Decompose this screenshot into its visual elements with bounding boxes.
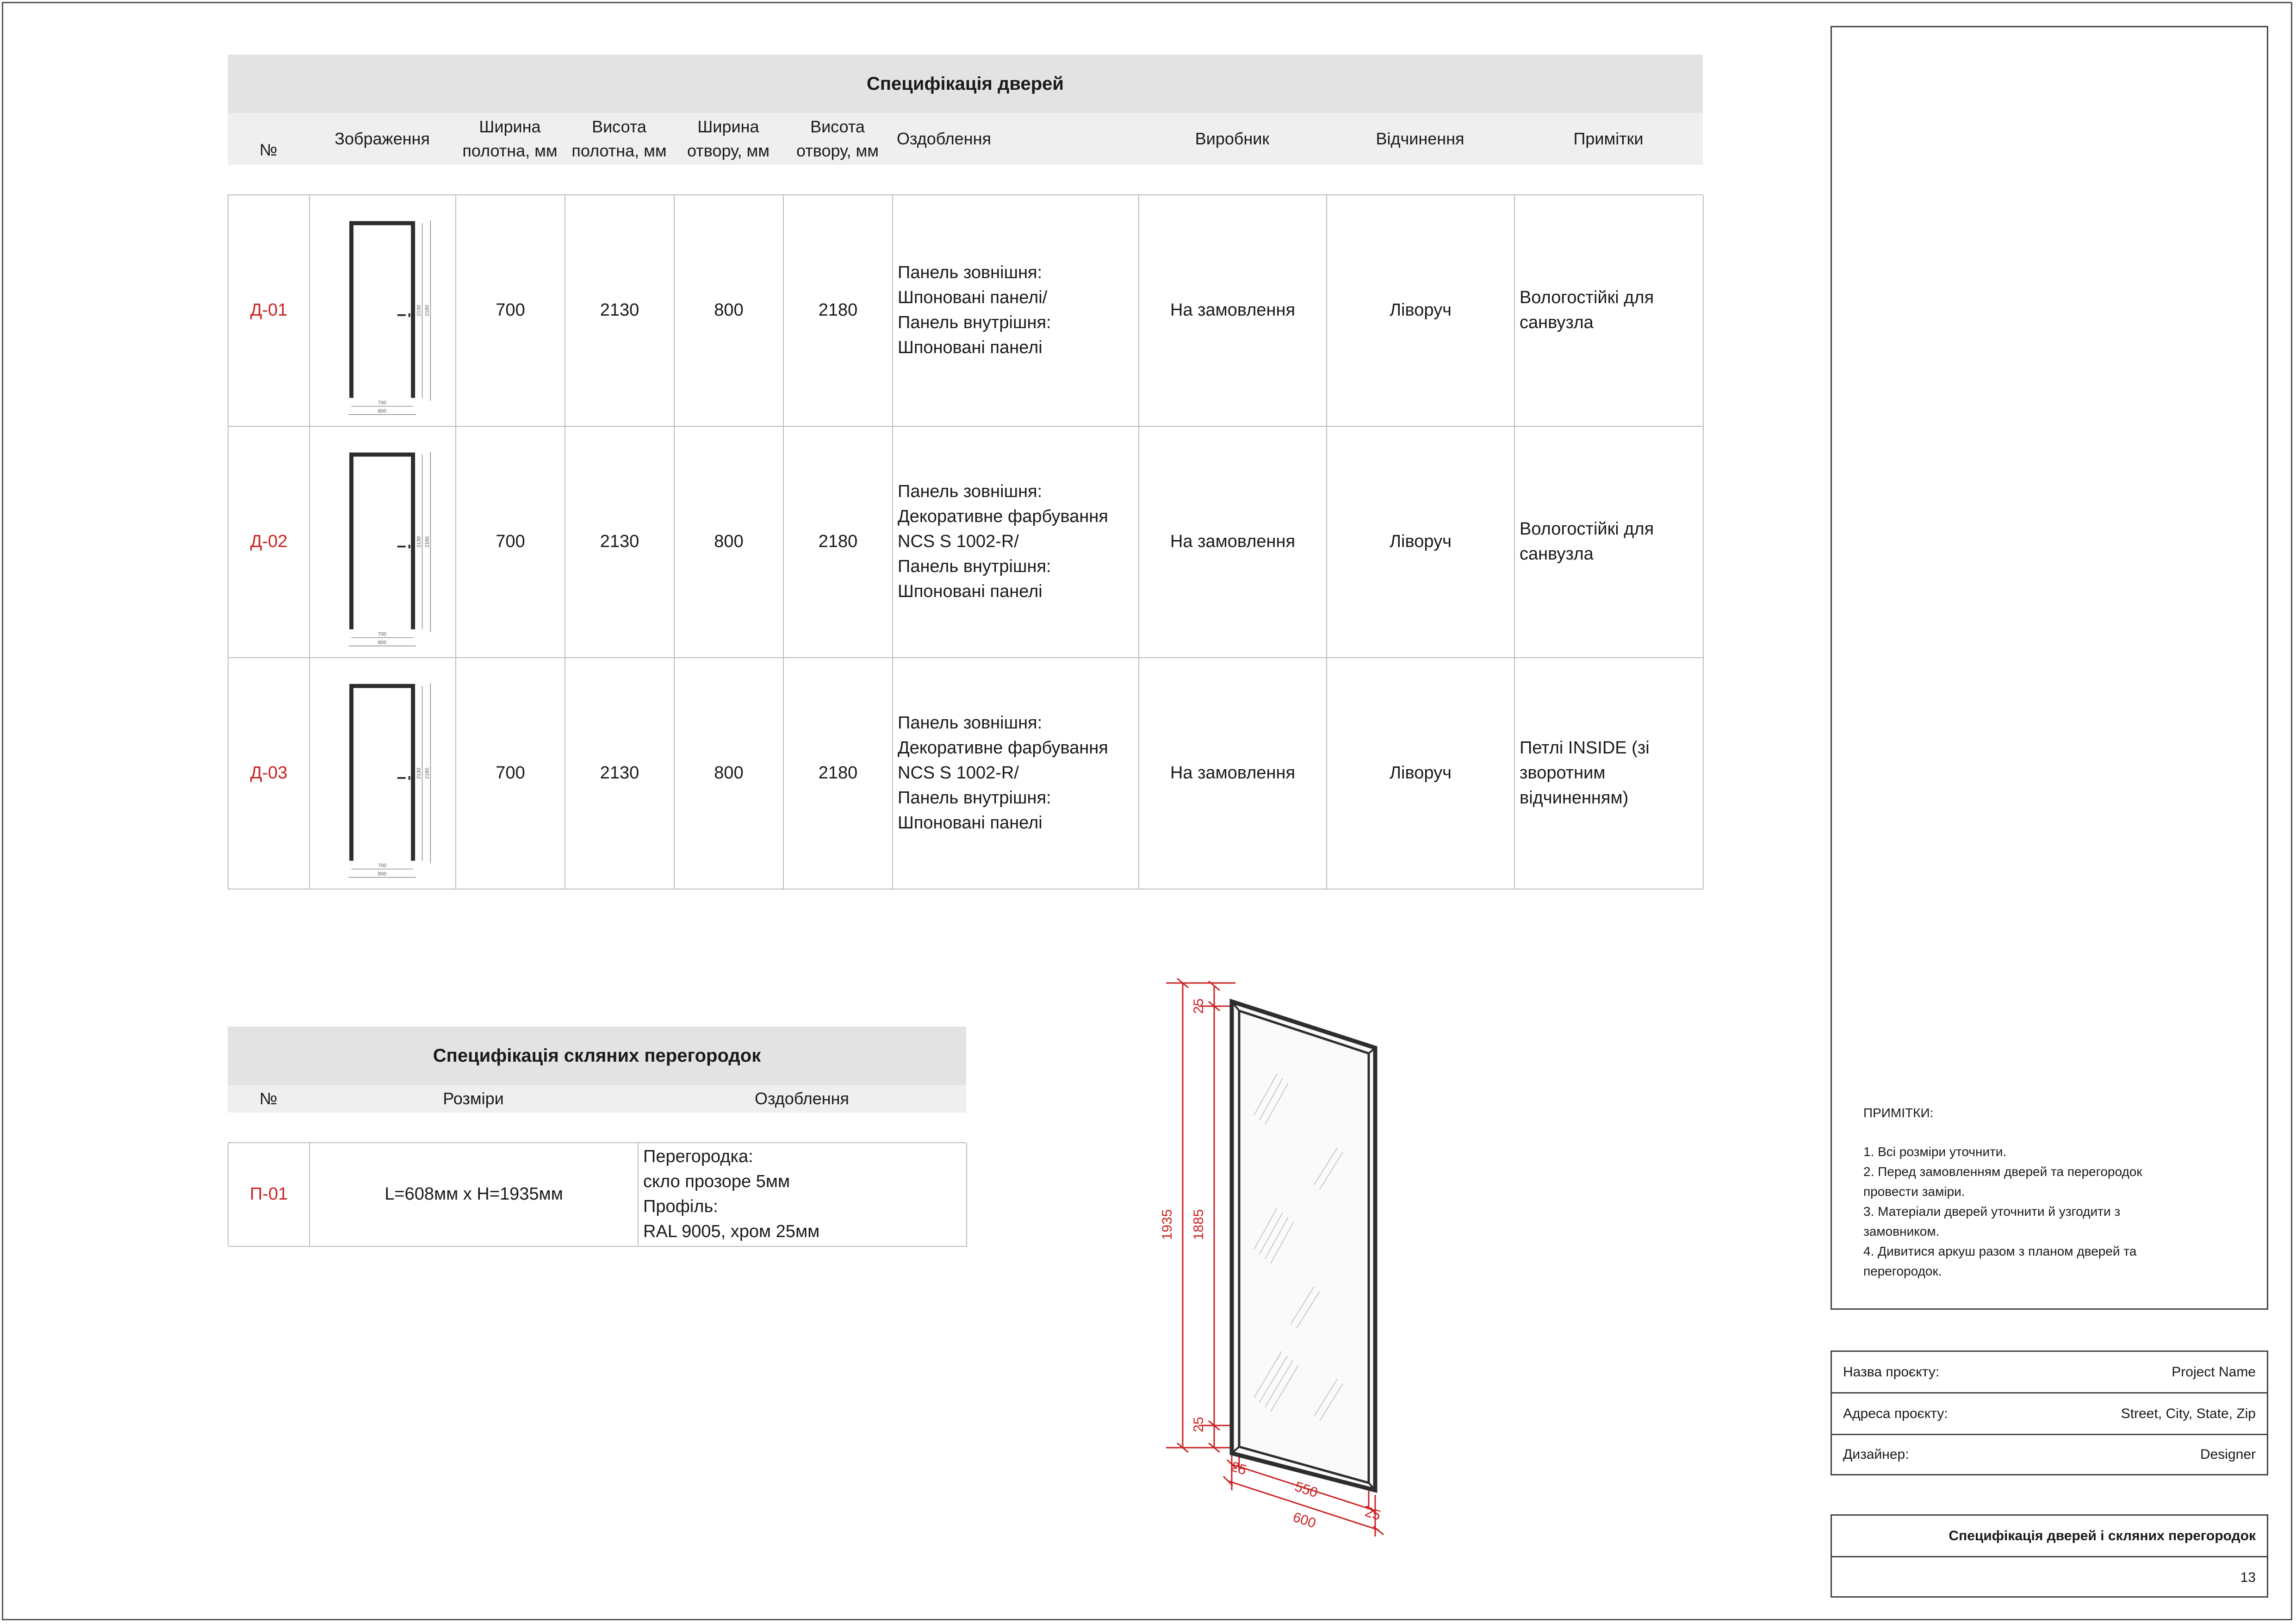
door-elevation-drawing [310, 195, 455, 426]
dim-top: 25 [1191, 998, 1206, 1014]
col-swing: Відчинення [1376, 129, 1464, 148]
notes-cell-lines [1520, 517, 1654, 567]
finish-cell-line: Панель зовнішня: [898, 263, 1043, 283]
sheet-title: Специфікація дверей і скляних перегородок [1948, 1528, 2256, 1543]
door-image-cell [310, 658, 456, 890]
finish-cell [893, 427, 1139, 658]
leaf-height-cell: 2130 [565, 658, 675, 890]
doors-spec-title-text: Специфікація дверей [867, 73, 1064, 94]
finish-cell-line: Шпоновані панелі [898, 337, 1043, 357]
door-id: Д-01 [229, 195, 310, 427]
manufacturer-cell: На замовлення [1139, 427, 1327, 658]
finish-cell-line: Шпоновані панелі [898, 813, 1043, 833]
notes-cell-line: санвузла [1520, 544, 1594, 564]
notes-frame [1831, 26, 2268, 1310]
notes-cell-line: відчиненням) [1520, 788, 1629, 808]
door-dim-h1: 2130 [416, 536, 422, 548]
doors-spec-column-headers [228, 113, 1703, 165]
glass-col-finish: Оздоблення [754, 1089, 850, 1108]
title-block-value: Designer [2200, 1447, 2256, 1462]
col-manufacturer: Виробник [1195, 129, 1270, 148]
finish-cell [893, 195, 1139, 427]
glass-finish-cell-line: RAL 9005, хром 25мм [643, 1221, 820, 1241]
finish-cell-line: Декоративне фарбування [898, 738, 1108, 758]
door-frame [351, 686, 413, 861]
col-opening-height: Висота отвору, мм [796, 117, 879, 160]
leaf-width-cell: 700 [456, 658, 565, 890]
dim-inner-w: 550 [1293, 1479, 1320, 1501]
note-line: замовником. [1863, 1224, 1940, 1238]
opening-height-cell: 2180 [784, 195, 893, 427]
dim-right: 25 [1363, 1504, 1383, 1524]
dim-left: 25 [1229, 1459, 1248, 1478]
door-dim-h2: 2180 [424, 305, 430, 317]
note-line: 1. Всі розміри уточнити. [1863, 1145, 2007, 1159]
door-dim-w1: 700 [378, 863, 387, 869]
sheet-number-row [1832, 1557, 2267, 1598]
doors-spec-title [228, 55, 1703, 113]
door-dim-w2: 800 [378, 871, 387, 877]
sheet-title-row [1832, 1516, 2267, 1557]
finish-cell-lines [898, 261, 1051, 361]
dim-total-h: 1935 [1160, 1209, 1175, 1240]
door-dim-h2: 2180 [424, 767, 430, 779]
leaf-width-cell: 700 [456, 427, 565, 658]
col-opening-width: Ширина отвору, мм [687, 117, 769, 160]
note-line: 4. Дивитися аркуш разом з планом дверей та [1863, 1244, 2137, 1258]
glass-finish-cell-line: Профіль: [643, 1197, 718, 1216]
finish-cell-line: Шпоновані панелі/ [898, 288, 1048, 308]
notes-content [1863, 1106, 2261, 1300]
glass-col-sizes: Розміри [443, 1089, 504, 1108]
title-block-value: Street, City, State, Zip [2121, 1406, 2256, 1421]
finish-cell-line: Декоративне фарбування [898, 507, 1108, 527]
finish-cell-line: NCS S 1002-R/ [898, 532, 1019, 552]
glass-col-num: № [259, 1089, 278, 1108]
opening-height-cell: 2180 [784, 427, 893, 658]
note-line: перегородок. [1863, 1264, 1942, 1278]
glass-partition-drawing [1138, 963, 1425, 1587]
col-image: Зображення [335, 129, 430, 148]
title-block-value: Project Name [2172, 1364, 2256, 1380]
glass-partition-frame [1232, 1002, 1375, 1490]
finish-cell-line: Панель внутрішня: [898, 556, 1051, 576]
glass-table [228, 1142, 966, 1246]
glass-sizes-cell: L=608мм х H=1935мм [310, 1143, 639, 1247]
door-dim-w1: 700 [378, 400, 387, 406]
notes-cell-line: зворотним [1520, 763, 1606, 783]
manufacturer-cell: На замовлення [1139, 195, 1327, 427]
door-dim-w2: 800 [378, 640, 387, 646]
door-dimension-lines [348, 683, 430, 877]
glass-id: П-01 [229, 1143, 310, 1247]
finish-cell-line: Панель внутрішня: [898, 313, 1051, 332]
doors-table [228, 194, 1703, 890]
col-finish: Оздоблення [897, 129, 992, 148]
swing-cell: Ліворуч [1327, 658, 1515, 890]
finish-cell-line: Панель зовнішня: [898, 482, 1043, 502]
leaf-height-cell: 2130 [565, 195, 675, 427]
glass-spec-column-headers [228, 1085, 966, 1113]
manufacturer-cell: На замовлення [1139, 658, 1327, 890]
glass-finish-cell [639, 1143, 967, 1247]
notes-cell-line: санвузла [1520, 313, 1594, 332]
finish-cell-line: NCS S 1002-R/ [898, 763, 1019, 783]
swing-cell: Ліворуч [1327, 195, 1515, 427]
leaf-width-cell: 700 [456, 195, 565, 427]
notes-cell-line: Петлі INSIDE (зі [1520, 738, 1650, 758]
title-block-info [1831, 1350, 2268, 1475]
dim-total-w: 600 [1291, 1509, 1318, 1531]
opening-width-cell: 800 [675, 427, 784, 658]
opening-width-cell: 800 [675, 195, 784, 427]
door-id: Д-02 [229, 427, 310, 658]
notes-cell [1515, 195, 1704, 427]
finish-cell-lines [898, 479, 1108, 604]
note-line: провести заміри. [1863, 1184, 1965, 1199]
finish-cell [893, 658, 1139, 890]
door-elevation-drawing [310, 426, 455, 658]
glass-finish-cell-line: Перегородка: [643, 1147, 753, 1167]
col-leaf-height: Висота полотна, мм [571, 117, 667, 160]
door-dim-h1: 2130 [416, 767, 422, 779]
dim-inner-h: 1885 [1191, 1209, 1206, 1240]
title-block-label: Адреса проєкту: [1843, 1406, 1948, 1421]
title-block-label: Дизайнер: [1843, 1447, 1909, 1462]
col-leaf-width: Ширина полотна, мм [462, 117, 558, 160]
note-line: 3. Матеріали дверей уточнити й узгодити з [1863, 1204, 2121, 1219]
finish-cell-line: Панель зовнішня: [898, 713, 1043, 733]
opening-height-cell: 2180 [784, 658, 893, 890]
door-frame [351, 454, 413, 629]
col-notes: Примітки [1573, 129, 1644, 148]
door-id: Д-03 [229, 658, 310, 890]
title-block-row [1832, 1352, 2267, 1394]
note-line: 2. Перед замовленням дверей та перегородок [1863, 1164, 2142, 1179]
sheet-number: 13 [2240, 1569, 2256, 1585]
door-dim-h2: 2180 [424, 536, 430, 548]
title-block-sheet [1831, 1514, 2268, 1598]
glass-finish-cell-lines [643, 1145, 819, 1244]
door-dim-w1: 700 [378, 631, 387, 637]
leaf-height-cell: 2130 [565, 427, 675, 658]
notes-cell-line: Вологостійкі для [1520, 519, 1654, 539]
door-dim-w2: 800 [378, 408, 387, 414]
swing-cell: Ліворуч [1327, 427, 1515, 658]
notes-cell-lines [1520, 736, 1650, 811]
door-dimension-lines [348, 452, 430, 646]
dim-bottom: 25 [1191, 1417, 1206, 1432]
notes-cell-lines [1520, 286, 1654, 336]
title-block-row [1832, 1394, 2267, 1435]
door-image-cell [310, 427, 456, 658]
glass-finish-cell-line: скло прозоре 5мм [643, 1172, 790, 1192]
door-dimension-lines [348, 220, 430, 414]
glass-spec-title [228, 1027, 966, 1085]
finish-cell-line: Панель внутрішня: [898, 788, 1051, 808]
notes-cell [1515, 427, 1704, 658]
glass-spec-title-text: Специфікація скляних перегородок [433, 1045, 761, 1066]
door-dim-h1: 2130 [416, 305, 422, 317]
door-frame [351, 223, 413, 398]
finish-cell-lines [898, 711, 1108, 836]
finish-cell-line: Шпоновані панелі [898, 581, 1043, 601]
notes-cell-line: Вологостійкі для [1520, 288, 1654, 308]
door-elevation-drawing [310, 658, 455, 889]
opening-width-cell: 800 [675, 658, 784, 890]
notes-cell [1515, 658, 1704, 890]
door-image-cell [310, 195, 456, 427]
col-num: № [259, 140, 278, 159]
title-block-row [1832, 1435, 2267, 1474]
notes-title: ПРИМІТКИ: [1863, 1106, 1934, 1120]
title-block-label: Назва проєкту: [1843, 1364, 1940, 1380]
